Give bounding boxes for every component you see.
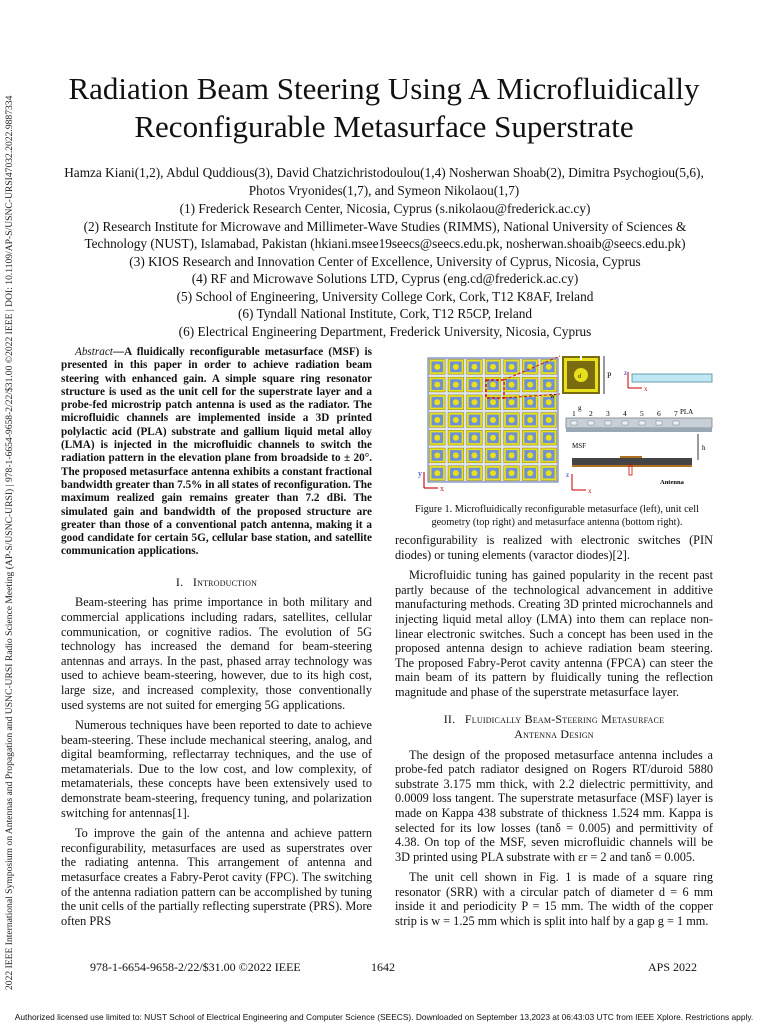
footer-copyright: 978-1-6654-9658-2/22/$31.00 ©2022 IEEE: [90, 960, 301, 974]
unit-cell-patch: [471, 382, 477, 388]
abstract: [61, 346, 372, 559]
channel-numbers: [572, 409, 678, 418]
authors: [40, 164, 728, 200]
microfluidic-channel: [605, 421, 611, 425]
unit-cell-patch: [434, 364, 440, 370]
section-heading-design: [395, 712, 713, 742]
license-notice: Authorized licensed use limited to: NUST School of Electrical Engineering and Computer Science (SEECS). Downloaded on September 13,2023 at 06:43:03 UTC from IEEE Xplore. Restrictions apply.: [14, 1012, 754, 1022]
affiliation-line: (6) Electrical Engineering Department, Frederick University, Nicosia, Cyprus: [178, 323, 592, 339]
unit-cell-patch: [509, 417, 515, 423]
unit-cell-patch: [434, 417, 440, 423]
microfluidic-paragraph: Microfluidic tuning has gained popularity in the recent past partly because of the technological advancement in additive manufacturing methods. Creating 3D printed microchannels and injecting liquid metal alloy (LMA) into them can replace non-linear electronic switches. Such a concept has been used in the proposed antenna design to achieve radiation beam steering. The proposed Fabry-Perot cavity antenna (FPCA) can steer the main beam of its pattern by fluidically tuning the reflection magnitude and phase of the superstrate metasurface layer.: [395, 568, 713, 699]
diameter-label: d: [578, 374, 581, 380]
section-number: I.: [175, 574, 184, 589]
title-line-1: Radiation Beam Steering Using A Microfluidically: [68, 71, 700, 106]
figure-1: [398, 350, 718, 504]
unit-cell-patch: [490, 435, 496, 441]
paper-title: [30, 70, 738, 146]
unit-cell-patch: [471, 435, 477, 441]
unit-cell-patch: [527, 435, 533, 441]
intro-paragraph-2: Numerous techniques have been reported to date to achieve beam-steering. These include mechanical steering, analog, and digital beamforming, reflectarray techniques, and the use of metamaterials. Due to the low cost, and low complexity, of metamaterials, these concepts have been extensively used to demonstrate beam-steering, frequency tuning, and polarization switching for antennas[1].: [61, 718, 372, 820]
side-banner-text: 2022 IEEE International Symposium on Antennas and Propagation and USNC-URSI Radio Science Meeting (AP-S/USNC-URSI) | 978-1-6654-9658-2/22/$31.00 ©2022 IEEE | DOI: 10.1109/AP-S/USNC-URSI47032.2022.9887334: [4, 95, 15, 990]
unit-cell-patch: [471, 470, 477, 476]
side-banner: [4, 30, 18, 990]
period-label: P: [607, 371, 612, 380]
axis-z-label: z: [566, 471, 570, 479]
authors-line-1: Hamza Kiani(1,2), Abdul Quddious(3), David Chatzichristodoulou(1,4) Nosherwan Shoab(2), Dimitra Psychogiou(5,6),: [64, 165, 704, 180]
figure-caption: Figure 1. Microfluidically reconfigurable metasurface (left), unit cell geometry (top right) and metasurface antenna (bottom right).: [415, 504, 699, 528]
antenna-label: Antenna: [660, 479, 684, 486]
affiliation-line: Technology (NUST), Islamabad, Pakistan (hkiani.msee19seecs@seecs.edu.pk, nosherwan.shoaib@seecs.edu.pk): [84, 236, 686, 251]
unit-cell-patch: [490, 470, 496, 476]
unit-cell-patch: [471, 399, 477, 405]
metasurface-grid: [428, 358, 558, 482]
design-paragraph-2: The unit cell shown in Fig. 1 is made of a square ring resonator (SRR) with a circular patch of diameter d = 6 mm inside it and periodicity P = 15 mm. The width of the copper strip is w = 1.25 mm which is split into half by a gap g = 1 mm.: [395, 870, 713, 929]
axis-x-label: x: [440, 484, 444, 493]
unit-cell-patch: [546, 470, 552, 476]
unit-cell-patch: [509, 364, 515, 370]
affiliation-line: (1) Frederick Research Center, Nicosia, Cyprus (s.nikolaou@frederick.ac.cy): [179, 201, 591, 216]
unit-cell-patch: [490, 452, 496, 458]
microfluidic-channel: [622, 421, 628, 425]
unit-cell-patch: [527, 382, 533, 388]
unit-cell-patch: [490, 399, 496, 405]
unit-cell-patch: [434, 452, 440, 458]
pla-label: PLA: [680, 408, 694, 416]
page-number: 1642: [371, 960, 395, 974]
title-line-2: Reconfigurable Metasurface Superstrate: [134, 109, 634, 144]
width-label: w: [550, 392, 556, 400]
unit-cell-patch: [546, 452, 552, 458]
affiliation-line: (4) RF and Microwave Solutions LTD, Cyprus (eng.cd@frederick.ac.cy): [191, 271, 579, 286]
left-column: [61, 346, 372, 934]
unit-cell-patch: [490, 364, 496, 370]
channel-number: 5: [640, 409, 644, 418]
microfluidic-channel: [571, 421, 577, 425]
unit-cell-patch: [490, 382, 496, 388]
unit-cell-patch: [546, 417, 552, 423]
right-column: [395, 533, 713, 935]
channel-number: 6: [657, 409, 661, 418]
affiliations: [40, 200, 730, 340]
unit-cell-patch: [453, 470, 459, 476]
continued-paragraph: reconfigurability is realized with electronic switches (PIN diodes) or tuning elements (varactor diodes)[2].: [395, 533, 713, 562]
authors-line-2: Photos Vryonides(1,7), and Symeon Nikolaou(1,7): [248, 183, 520, 198]
unit-cell-patch: [490, 417, 496, 423]
channel-number: 1: [572, 409, 576, 418]
unit-cell-patch: [434, 399, 440, 405]
design-paragraph-1: The design of the proposed metasurface antenna includes a probe-fed patch radiator designed on Rogers RT/duroid 5880 substrate 3.175 mm thick, with 2.2 dielectric permittivity, and 0.0009 loss tangent. The superstrate metasurface (MSF) layer is made on Kappa 438 substrate of thickness 1.524 mm. Kappa is selected for its low losses (tanδ = 0.005) and permittivity of 4.38. On top of the MSF, seven microfluidic channels will be 3D printed using PLA substrate with εr = 2 and tanδ = 0.005.: [395, 747, 713, 864]
abstract-label: Abstract: [75, 346, 113, 358]
affiliation-line: (6) Tyndall National Institute, Cork, T12 R5CP, Ireland: [237, 306, 533, 321]
antenna-substrate: [572, 458, 692, 465]
abstract-text: —A fluidically reconfigurable metasurface (MSF) is presented in this paper in order to achieve radiation beam steering with enhanced gain. A simple square ring resonator structure is used as the unit cell for the superstrate layer and a probe-fed microstrip patch antenna is used as the radiator. The microfluidic channels are implemented inside a 3D printed polylactic acid (PLA) substrate and gallium liquid metal alloy (LMA) is injected in the microfluidic channels to switch the radiation pattern in the elevation plane from broadside to ± 20°. The proposed metasurface antenna exhibits a constant fractional bandwidth greater than 7.5% in all states of reconfiguration. The maximum realized gain remains greater than 7.2 dBi. The simulated gain and bandwidth of the proposed structure are greater than those of a conventional patch antenna, making it a good candidate for certain 5G, cellular base station, and satellite communication applications.: [61, 346, 372, 558]
unit-cell-patch: [546, 382, 552, 388]
axis-z-label: z: [624, 369, 628, 377]
unit-cell: [562, 356, 600, 394]
affiliation-line: (2) Research Institute for Microwave and Millimeter-Wave Studies (RIMMS), National University of Sciences &: [83, 218, 687, 234]
affiliation-line: (5) School of Engineering, University College Cork, Cork, T12 K8AF, Ireland: [176, 288, 594, 304]
unit-cell-patch: [527, 364, 533, 370]
channel-number: 2: [589, 409, 593, 418]
unit-cell-patch: [527, 470, 533, 476]
microfluidic-channel: [639, 421, 645, 425]
channel-number: 7: [674, 409, 678, 418]
unit-cell-patch: [453, 364, 459, 370]
microfluidic-channel: [673, 421, 679, 425]
section-title-line-2: Antenna Design: [514, 726, 594, 741]
antenna-patch: [620, 456, 642, 458]
unit-cell-patch: [546, 364, 552, 370]
microfluidic-channel: [656, 421, 662, 425]
section-title-line-1: Fluidically Beam-Steering Metasurface: [464, 711, 665, 726]
axis-x-label: x: [644, 385, 648, 393]
unit-cell-patch: [527, 417, 533, 423]
section-number: II.: [443, 711, 456, 726]
msf-label: MSF: [572, 442, 587, 450]
axis-xz-lower: [572, 474, 586, 490]
axis-x-label: x: [588, 487, 592, 495]
channel-number: 4: [623, 409, 627, 418]
unit-cell-patch: [471, 417, 477, 423]
affiliation-line: (3) KIOS Research and Innovation Center of Excellence, University of Cyprus, Nicosia, Cyprus: [129, 253, 641, 269]
unit-cell-patch: [453, 399, 459, 405]
unit-cell-patch: [546, 399, 552, 405]
unit-cell-patch: [509, 435, 515, 441]
axis-y-label: y: [418, 469, 422, 478]
unit-cell-patch: [453, 382, 459, 388]
side-view-strip: [632, 374, 712, 382]
height-label: h: [702, 444, 706, 452]
unit-cell-patch: [471, 364, 477, 370]
unit-cell-patch: [434, 382, 440, 388]
unit-cell-patch: [453, 452, 459, 458]
unit-cell-patch: [453, 435, 459, 441]
msf-layer: [566, 428, 712, 432]
unit-cell-patch: [509, 452, 515, 458]
unit-cell-patch: [509, 470, 515, 476]
unit-cell-patch: [527, 452, 533, 458]
unit-cell-patch: [527, 399, 533, 405]
unit-cell-patch: [434, 435, 440, 441]
section-heading-introduction: [61, 575, 372, 590]
unit-cell-patch: [453, 417, 459, 423]
microfluidic-channel: [588, 421, 594, 425]
intro-paragraph-1: Beam-steering has prime importance in both military and commercial applications including radars, satellites, cellular communication, or cognitive radios. The evolution of 5G technology has increased the demand for beam-steering antennas and arrays. In the past, phased array technology was used to achieve beam-steering, however, due to its high cost, large size, and increased complexity, those conventionally used systems are not suited for emerging 5G applications.: [61, 595, 372, 712]
unit-cell-patch: [509, 382, 515, 388]
footer-conference: APS 2022: [648, 960, 698, 974]
unit-cell-patch: [471, 452, 477, 458]
intro-paragraph-3: To improve the gain of the antenna and achieve pattern reconfigurability, metasurfaces are used as superstrates over the radiating antenna. This arrangement of antenna and metasurface creates a Fabry-Perot cavity (FPC). The switching of the antenna radiation pattern can be accomplished by tuning the unit cells of the partially reflecting superstrate (PRS). More often PRS: [61, 826, 372, 928]
unit-cell-patch: [546, 435, 552, 441]
unit-cell-patch: [434, 470, 440, 476]
channel-number: 3: [606, 409, 610, 418]
unit-cell-patch: [509, 399, 515, 405]
gap-label: g: [578, 404, 582, 412]
section-title: Introduction: [192, 574, 258, 589]
